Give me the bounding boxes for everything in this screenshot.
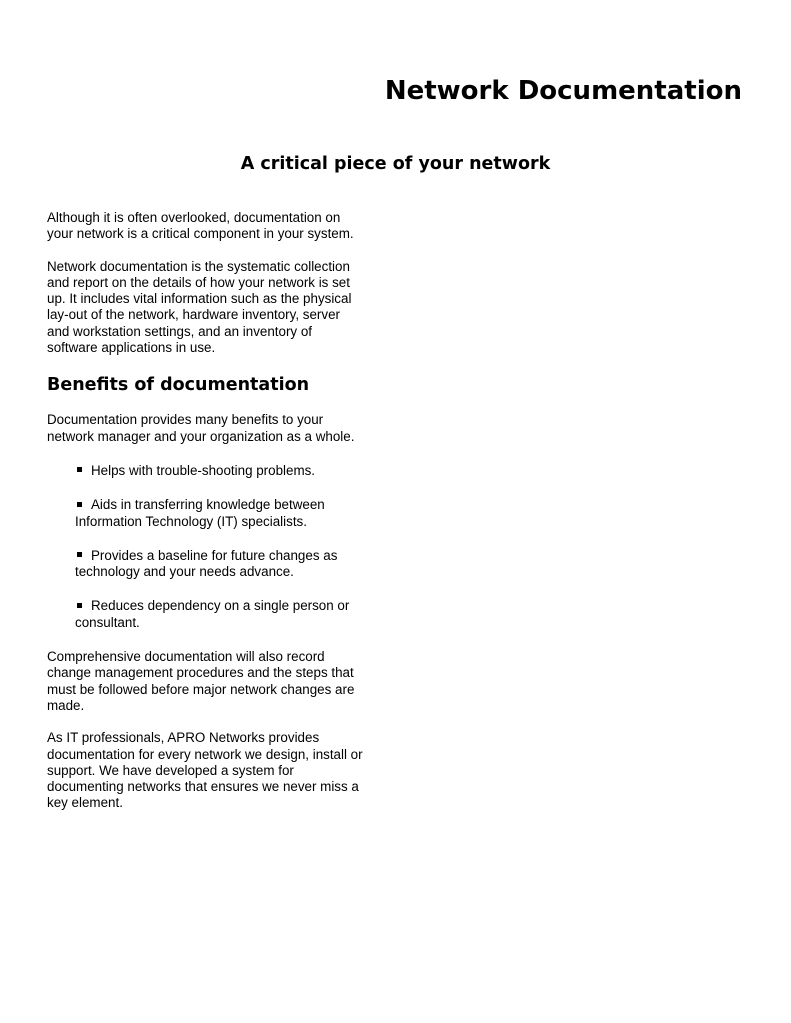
list-item-text: Reduces dependency on a single person or consultant. (75, 598, 350, 630)
list-item (75, 598, 365, 631)
list-item-text: Aids in transferring knowledge between Information Technology (IT) specialists. (75, 497, 325, 529)
list-item (75, 463, 365, 479)
body-column (47, 210, 365, 812)
square-bullet-icon (77, 502, 82, 507)
benefits-list (47, 463, 365, 631)
intro-paragraph: Although it is often overlooked, documentation on your network is a critical component in your system. (47, 210, 354, 242)
square-bullet-icon (77, 603, 82, 608)
list-item-text: Provides a baseline for future changes as technology and your needs advance. (75, 547, 338, 580)
page-title: Network Documentation (384, 76, 742, 106)
square-bullet-icon (77, 552, 82, 557)
benefits-lead-paragraph: Documentation provides many benefits to your network manager and your organization as a whole. (47, 412, 355, 444)
closing-paragraph: Comprehensive documentation will also record change management procedures and the steps that must be followed before major network changes are made. (47, 649, 355, 713)
page-subtitle: A critical piece of your network (240, 154, 551, 174)
square-bullet-icon (77, 467, 82, 472)
intro-paragraph: Network documentation is the systematic collection and report on the details of how your network is set up. It includes vital information such as the physical lay-out of the network, hardware inventory, server and workstation settings, and an inventory of software applications in use. (47, 258, 352, 356)
list-item-text: Helps with trouble-shooting problems. (91, 462, 316, 478)
benefits-heading: Benefits of documentation (47, 375, 310, 396)
list-item (75, 548, 365, 581)
list-item (75, 497, 365, 530)
closing-paragraph: As IT professionals, APRO Networks provides documentation for every network we design, install or support. We have developed a system for documenting networks that ensures we never miss a key element. (47, 730, 363, 811)
